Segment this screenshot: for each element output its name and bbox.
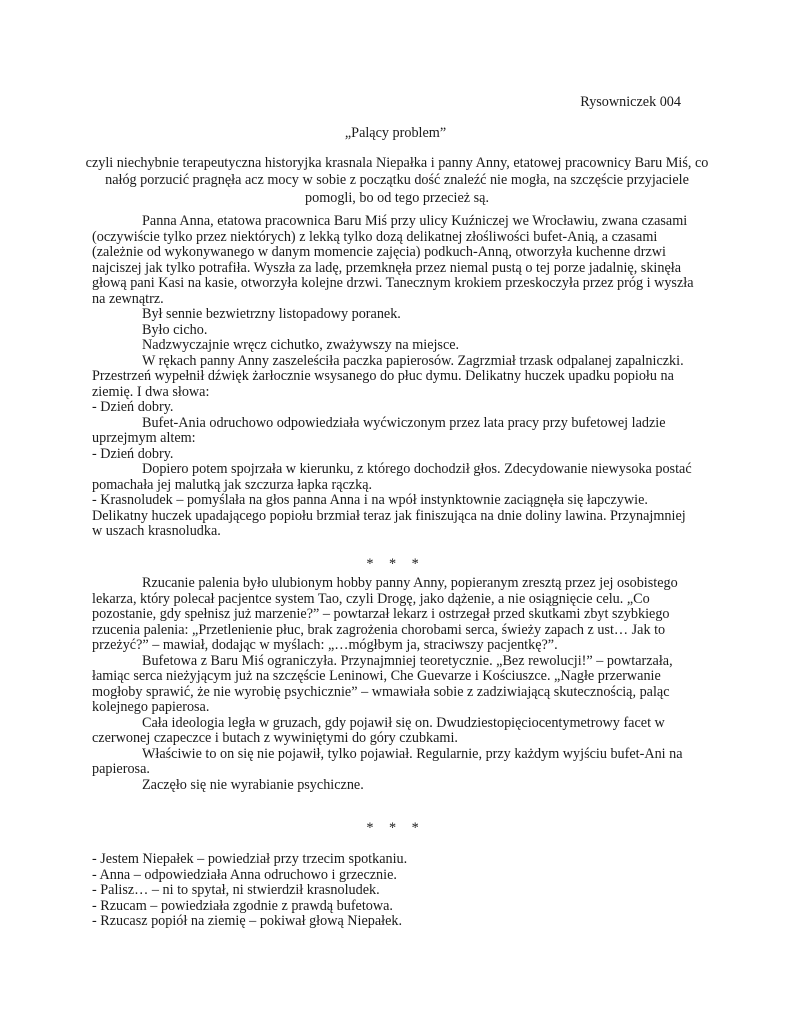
dialogue-line: - Palisz… – ni to spytał, ni stwierdził krasnoludek. [92, 882, 380, 898]
paragraph: Było cicho. [142, 321, 208, 338]
document-code: Rysowniczek 004 [580, 94, 681, 110]
paragraph: Bufetowa z Baru Miś ograniczyła. Przynajmniej teoretycznie. „Bez rewolucji!” – powtarzała, łamiąc serca nieżyjącym już na szczęście Leninowi, Che Guevarze i Kościuszce. „Nagłe przerwanie mogłoby sprawić, że nie wyrobię psychicznie” – wmawiała sobie z zadziwiającą skutecznością, paląc kolejnego papierosa. [92, 652, 673, 715]
paragraph: Bufet-Ania odruchowo odpowiedziała wyćwiczonym przez lata pracy przy bufetowej ladzie uprzejmym altem: [92, 414, 666, 446]
paragraph: Nadzwyczajnie wręcz cichutko, zważywszy na miejsce. [142, 337, 460, 353]
paragraph: W rękach panny Anny zaszeleściła paczka papierosów. Zagrzmiał trzask odpalanej zapalniczki. Przestrzeń wypełnił dźwięk żarłocznie wsysanego do płuc dymu. Delikatny huczek upadku popiołu na ziemię. I dwa słowa: [92, 352, 684, 400]
section-separator: * * * [366, 820, 425, 836]
section-3 [92, 852, 697, 930]
dialogue-line: - Dzień dobry. [92, 445, 174, 462]
dialogue-line: - Krasnoludek – pomyślała na głos panna Anna i na wpół instynktownie zaciągnęła się łapczywie. Delikatny huczek upadającego popiołu brzmiał teraz jak finiszująca na dnie doliny lawina. Przynajmniej w uszach krasnoludka. [92, 492, 686, 539]
paragraph: Panna Anna, etatowa pracownica Baru Miś przy ulicy Kuźniczej we Wrocławiu, zwana czasami (oczywiście tylko przez niektórych) z lekką tylko dozą delikatnej złośliwości bufet-Anią, a czasami (zależnie od wykonywanego w danym momencie zajęcia) podkuch-Anną, otworzyła kuchenne drzwi najciszej jak tylko potrafiła. Wyszła za ladę, przemknęła przez niemal pustą o tej porze jadalnię, skinęła głową pani Kasi na kasie, otworzyła kolejne drzwi. Tanecznym krokiem przeskoczyła przez próg i wyszła na zewnątrz. [92, 213, 694, 307]
section-separator: * * * [366, 556, 425, 572]
dialogue-line: - Rzucam – powiedziała zgodnie z prawdą bufetowa. [92, 897, 393, 914]
paragraph: Dopiero potem spojrzała w kierunku, z którego dochodził głos. Zdecydowanie niewysoka postać pomachała jej malutką jak szczurza łapka rączką. [92, 461, 692, 493]
dialogue-line: - Jestem Niepałek – powiedział przy trzecim spotkaniu. [92, 851, 408, 867]
dialogue-line: - Rzucasz popiół na ziemię – pokiwał głową Niepałek. [92, 913, 403, 929]
paragraph: Był sennie bezwietrzny listopadowy poranek. [142, 306, 401, 322]
section-2 [92, 576, 697, 793]
paragraph: Rzucanie palenia było ulubionym hobby panny Anny, popieranym zresztą przez jej osobistego lekarza, który polecał pacjentce system Tao, czyli Drogę, jako dążenie, a nie osiągnięcie celu. „Co pozostanie, gdy spełnisz już marzenie?” – powtarzał lekarz i ostrzegał przed skutkami zbyt szybkiego rzucenia palenia: „Przetlenienie płuc, brak zagrożenia chorobami serca, świeży zapach z ust… Jak to przeżyć?” – mawiał, dodając w myślach: „…mógłbym ja, straciwszy pacjentkę?”. [92, 575, 678, 653]
paragraph: Właściwie to on się nie pojawił, tylko pojawiał. Regularnie, przy każdym wyjściu bufet-Ani na papierosa. [92, 745, 683, 777]
section-1 [92, 214, 697, 540]
paragraph: Cała ideologia legła w gruzach, gdy pojawił się on. Dwudziestopięciocentymetrowy facet w czerwonej czapeczce i butach z wywiniętymi do góry czubkami. [92, 714, 665, 746]
paragraph: Zaczęło się nie wyrabianie psychiczne. [142, 776, 364, 793]
subtitle: czyli niechybnie terapeutyczna historyjka krasnala Niepałka i panny Anny, etatowej pracownicy Baru Miś, co nałóg porzucić pragnęła acz mocy w sobie z początku dość znaleźć nie mogła, na szczęście przyjaciele pomogli, bo od tego przecież są. [85, 155, 709, 206]
page-title: „Palący problem” [344, 125, 447, 141]
dialogue-line: - Anna – odpowiedziała Anna odruchowo i grzecznie. [92, 866, 397, 883]
dialogue-line: - Dzień dobry. [92, 399, 174, 415]
